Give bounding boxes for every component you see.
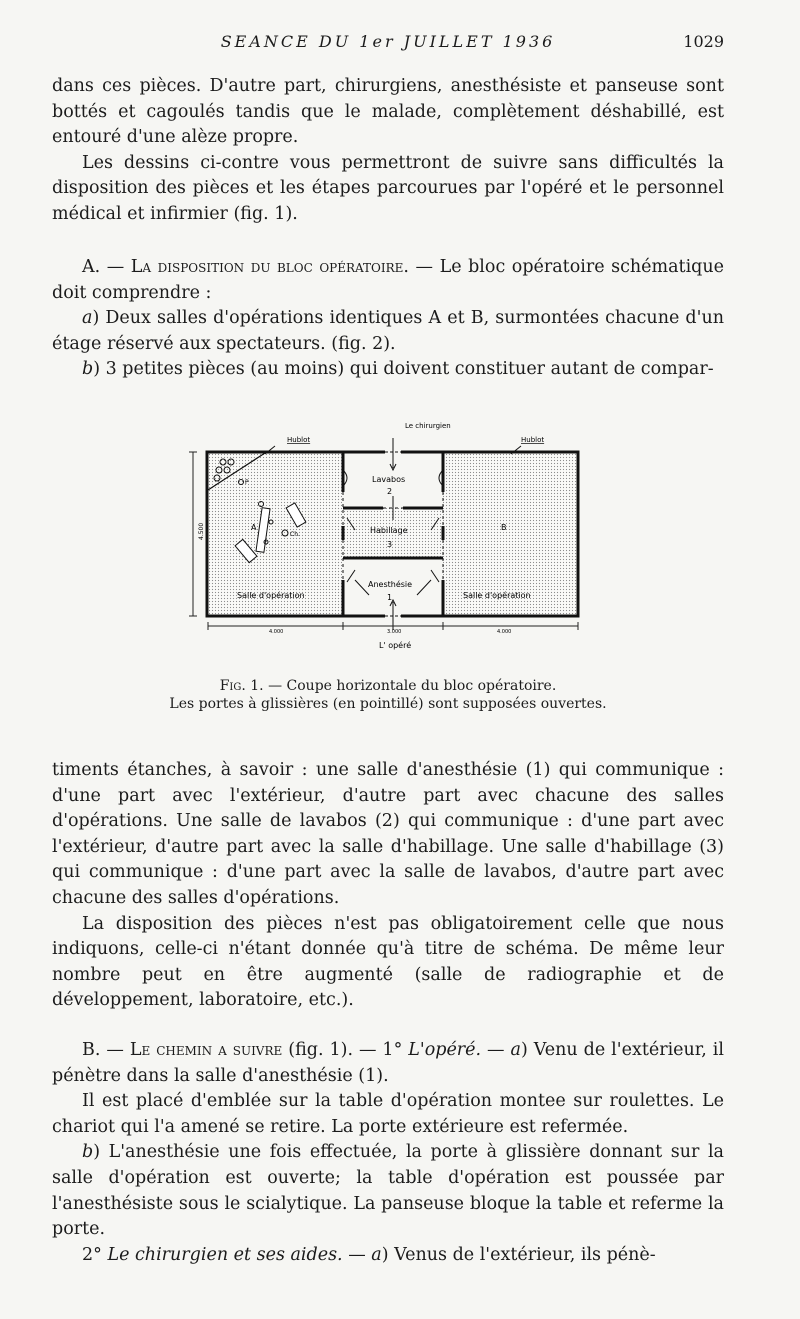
section-b bbox=[52, 1038, 724, 1268]
floor-plan-figure bbox=[175, 420, 595, 655]
intro-text bbox=[52, 74, 724, 228]
dim-height: 4.500 bbox=[198, 522, 205, 540]
label-habillage: Habillage bbox=[370, 526, 408, 535]
label-anesthesie-num: 1 bbox=[387, 593, 393, 602]
figure-caption bbox=[52, 677, 724, 713]
floor-plan-diagram bbox=[175, 420, 595, 655]
caption-line-1: Fig. 1. — Coupe horizontale du bloc opératoire. bbox=[219, 678, 557, 694]
label-salle-left: Salle d'opération bbox=[237, 591, 305, 600]
paragraph: La disposition des pièces n'est pas obligatoirement celle que nous indiquons, celle-ci n'étant donnée qu'à titre de schéma. De même leur nombre peut en être augmenté (salle de radiographie et de développement, laboratoire, etc.). bbox=[52, 913, 724, 1011]
label-hublot-left: Hublot bbox=[287, 436, 311, 444]
paragraph: timents étanches, à savoir : une salle d'anesthésie (1) qui communique : d'une part avec l'extérieur, d'autre part avec chacune des salles d'opérations. Une salle de lavabos (2) qui communique : d'une part avec l'extérieur, d'autre part avec la salle d'habillage. Une salle d'habillage (3) qui communique : d'une part avec la salle de lavabos, d'autre part avec chacune des salles d'opérations. bbox=[52, 760, 724, 908]
dim-left: 4.000 bbox=[269, 629, 284, 635]
label-salle-right: Salle d'opération bbox=[463, 591, 531, 600]
label-ch: Ch. bbox=[290, 531, 300, 538]
label-room-b: B bbox=[501, 523, 507, 532]
label-p: P bbox=[245, 479, 249, 486]
paragraph: dans ces pièces. D'autre part, chirurgiens, anesthésiste et panseuse sont bottés et cagoulés tandis que le malade, complètement déshabillé, est entouré d'une alèze propre. bbox=[52, 76, 724, 148]
label-hublot-right: Hublot bbox=[521, 436, 545, 444]
section-b-heading: B. — Le chemin a suivre (fig. 1). — 1° L'opéré. — a) Venu de l'extérieur, il pénètre dans la salle d'anesthésie (1). bbox=[52, 1040, 724, 1086]
rooms-description bbox=[52, 758, 724, 1014]
label-opere: L' opéré bbox=[379, 641, 412, 650]
label-habillage-num: 3 bbox=[387, 540, 393, 549]
section-a bbox=[52, 255, 724, 383]
label-room-a: A bbox=[251, 523, 257, 532]
dim-right: 4.000 bbox=[497, 629, 512, 635]
paragraph: Il est placé d'emblée sur la table d'opération montee sur roulettes. Le chariot qui l'a amené se retire. La porte extérieure est refermée. bbox=[52, 1091, 724, 1137]
paragraph: 2° Le chirurgien et ses aides. — a) Venus de l'extérieur, ils pénè- bbox=[82, 1244, 656, 1265]
running-title: SEANCE DU 1er JUILLET 1936 bbox=[220, 32, 556, 51]
label-chirurgien: Le chirurgien bbox=[405, 422, 451, 430]
paragraph: Les dessins ci-contre vous permettront de suivre sans difficultés la disposition des pièces et les étapes parcourues par l'opéré et le personnel médical et infirmier (fig. 1). bbox=[52, 152, 724, 224]
page-number: 1029 bbox=[683, 32, 724, 51]
label-lavabos-num: 2 bbox=[387, 487, 393, 496]
label-anesthesie: Anesthésie bbox=[368, 580, 413, 589]
section-a-heading: A. — La disposition du bloc opératoire. — Le bloc opératoire schématique doit comprendre : bbox=[52, 257, 725, 303]
label-lavabos: Lavabos bbox=[372, 475, 406, 484]
caption-line-2: Les portes à glissières (en pointillé) sont supposées ouvertes. bbox=[169, 696, 607, 712]
item-b: b) 3 petites pièces (au moins) qui doivent constituer autant de compar- bbox=[82, 359, 714, 380]
page-header bbox=[52, 32, 724, 56]
item-a: a) Deux salles d'opérations identiques A et B, surmontées chacune d'un étage réservé aux spectateurs. (fig. 2). bbox=[52, 308, 724, 354]
paragraph: b) L'anesthésie une fois effectuée, la porte à glissière donnant sur la salle d'opération est ouverte; la table d'opération est poussée par l'anesthésiste sous le scialytique. La panseuse bloque la table et referme la porte. bbox=[52, 1142, 724, 1240]
dim-mid: 3.000 bbox=[387, 629, 402, 635]
